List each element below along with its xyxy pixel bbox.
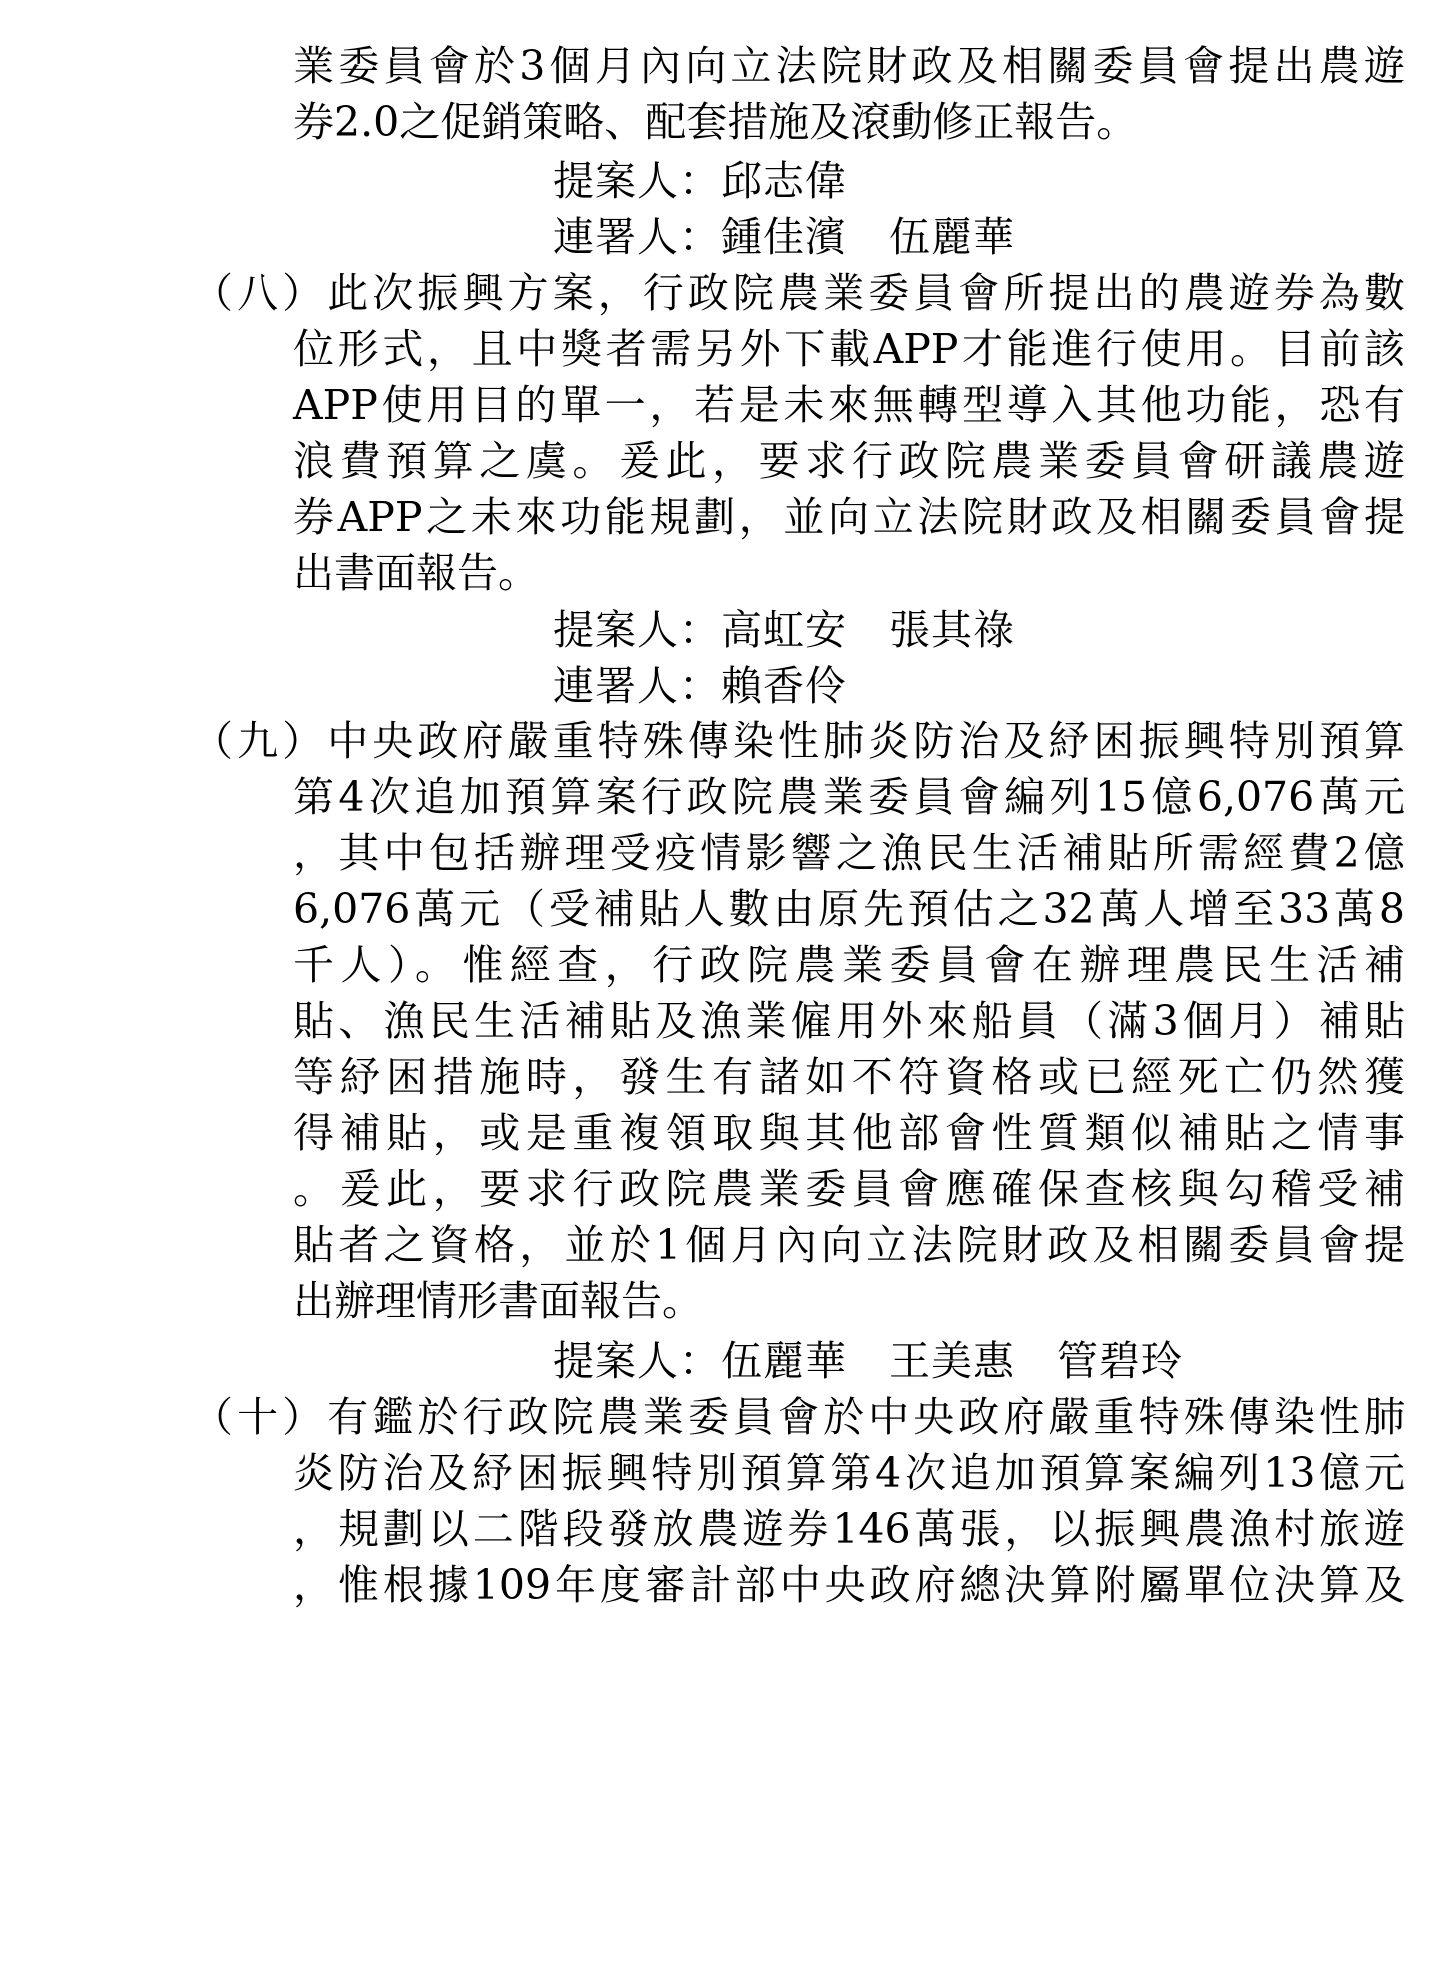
item-9-line: 得補貼，或是重複領取與其他部會性質類似補貼之情事	[293, 1109, 1405, 1157]
item-9-line: （九）中央政府嚴重特殊傳染性肺炎防治及紓困振興特別預算	[192, 717, 1405, 765]
item-9-line: 等紓困措施時，發生有諸如不符資格或已經死亡仍然獲	[293, 1053, 1405, 1101]
item-8-line: （八）此次振興方案，行政院農業委員會所提出的農遊券為數	[192, 269, 1405, 317]
item-9-line: 出辦理情形書面報告。	[293, 1277, 703, 1325]
paragraph-line: 業委員會於3個月內向立法院財政及相關委員會提出農遊	[293, 42, 1405, 90]
cosigner-line: 連署人：賴香伶	[553, 662, 847, 710]
proposer-line: 提案人：高虹安 張其祿	[553, 606, 1015, 654]
item-9-line: 貼、漁民生活補貼及漁業僱用外來船員（滿3個月）補貼	[293, 997, 1405, 1045]
item-10-line: ，惟根據109年度審計部中央政府總決算附屬單位決算及	[293, 1561, 1405, 1609]
item-8-line: APP使用目的單一，若是未來無轉型導入其他功能，恐有	[293, 381, 1405, 429]
cosigner-line: 連署人：鍾佳濱 伍麗華	[553, 213, 1015, 261]
paragraph-line: 券2.0之促銷策略、配套措施及滾動修正報告。	[293, 98, 1138, 146]
item-8-line: 券APP之未來功能規劃，並向立法院財政及相關委員會提	[293, 493, 1405, 541]
item-10-line: （十）有鑑於行政院農業委員會於中央政府嚴重特殊傳染性肺	[192, 1393, 1405, 1441]
item-9-line: 貼者之資格，並於1個月內向立法院財政及相關委員會提	[293, 1221, 1405, 1269]
item-8-line: 位形式，且中獎者需另外下載APP才能進行使用。目前該	[293, 325, 1405, 373]
item-10-line: ，規劃以二階段發放農遊券146萬張，以振興農漁村旅遊	[293, 1505, 1405, 1553]
item-8-line: 出書面報告。	[293, 549, 539, 597]
item-9-line: 6,076萬元（受補貼人數由原先預估之32萬人增至33萬8	[293, 885, 1405, 933]
item-9-line: 第4次追加預算案行政院農業委員會編列15億6,076萬元	[293, 773, 1405, 821]
proposer-line: 提案人：邱志偉	[553, 157, 847, 205]
item-9-line: ，其中包括辦理受疫情影響之漁民生活補貼所需經費2億	[293, 829, 1405, 877]
item-8-line: 浪費預算之虞。爰此，要求行政院農業委員會研議農遊	[293, 437, 1405, 485]
item-9-line: 。爰此，要求行政院農業委員會應確保查核與勾稽受補	[293, 1165, 1405, 1213]
item-9-line: 千人）。惟經查，行政院農業委員會在辦理農民生活補	[293, 941, 1405, 989]
item-10-line: 炎防治及紓困振興特別預算第4次追加預算案編列13億元	[293, 1449, 1405, 1497]
proposer-line: 提案人：伍麗華 王美惠 管碧玲	[553, 1337, 1183, 1385]
